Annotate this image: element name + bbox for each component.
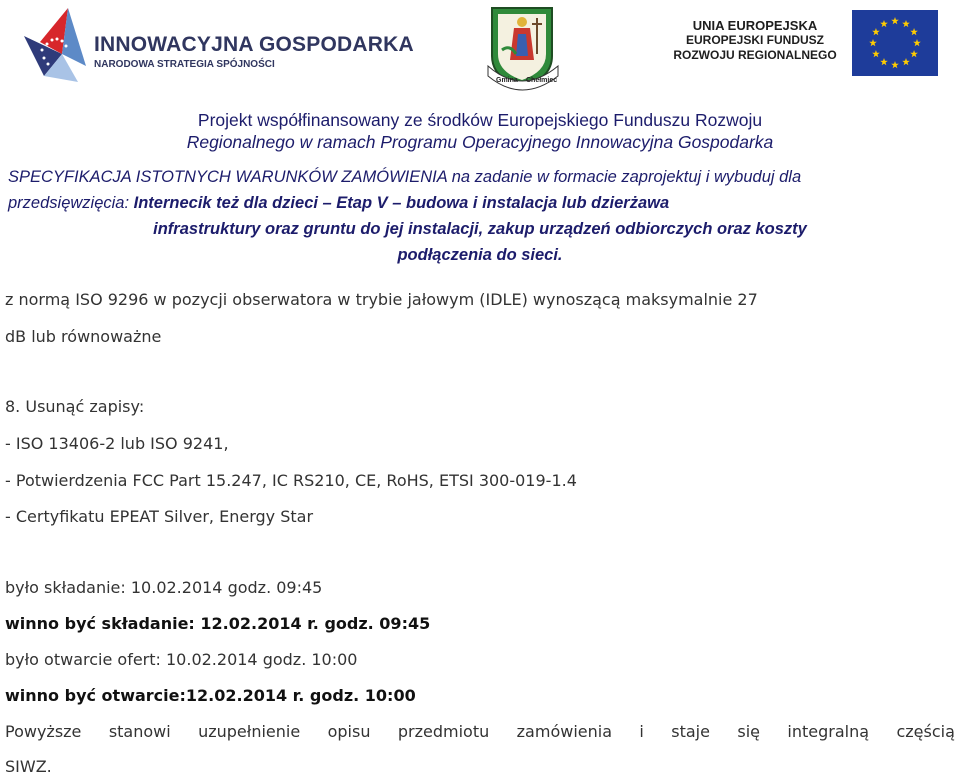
closing-word: przedmiotu [397,722,490,741]
closing-word: stanowi [108,722,171,741]
gmina-ribbon-text-right: Chełmiec [526,77,558,84]
closing-statement-line1 [5,722,955,741]
closing-statement-line2: SIWZ. [5,757,52,776]
should-opening-date: winno być otwarcie:12.02.2014 r. godz. 10:00 [5,686,416,705]
closing-word: integralną [787,722,870,741]
siwz-task-name: Internecik też dla dzieci – Etap V – budowa i instalacja lub dzierżawa [133,194,670,212]
item8-heading: 8. Usunąć zapisy: [5,397,145,416]
norm-paragraph-line2: dB lub równoważne [5,327,162,346]
list-item: - Certyfikatu EPEAT Silver, Energy Star [5,507,314,526]
siwz-title [8,164,952,268]
closing-word: staje [671,722,710,741]
coat-of-arms-icon [482,4,562,94]
list-item: - Potwierdzenia FCC Part 15.247, IC RS210, CE, RoHS, ETSI 300-019-1.4 [5,471,577,490]
eu-logo-line2: EUROPEJSKI FUNDUSZ [685,33,825,47]
eu-logo [668,8,938,78]
ig-logo-subtitle: NARODOWA STRATEGIA SPÓJNOŚCI [94,59,275,70]
was-opening-date: było otwarcie ofert: 10.02.2014 godz. 10:00 [5,650,358,669]
gmina-ribbon-text-left: Gmina [496,77,518,84]
ig-logo-title: INNOWACYJNA GOSPODARKA [94,33,414,56]
closing-word: uzupełnienie [198,722,301,741]
siwz-line3: infrastruktury oraz gruntu do jej instalacji, zakup urządzeń odbiorczych oraz koszty [153,220,807,238]
eu-logo-line1: UNIA EUROPEJSKA [692,18,818,33]
project-cofinancing-line1: Projekt współfinansowany ze środków Europejskiego Funduszu Rozwoju [197,110,763,130]
innowacyjna-gospodarka-logo [22,6,414,84]
eu-flag-icon [852,10,938,76]
list-item: - ISO 13406-2 lub ISO 9241, [5,434,229,453]
siwz-line2 [8,190,952,216]
should-submission-date: winno być składanie: 12.02.2014 r. godz. 09:45 [5,614,431,633]
project-cofinancing-line2: Regionalnego w ramach Programu Operacyjnego Innowacyjna Gospodarka [186,132,774,152]
siwz-line4: podłączenia do sieci. [397,246,563,264]
eu-logo-line3: ROZWOJU REGIONALNEGO [673,48,837,62]
closing-word: zamówienia [516,722,612,741]
ig-emblem-icon [22,6,88,84]
closing-word: opisu [327,722,371,741]
closing-word: się [737,722,760,741]
siwz-line2-prefix: przedsięwzięcia: [8,194,134,212]
norm-paragraph-line1: z normą ISO 9296 w pozycji obserwatora w trybie jałowym (IDLE) wynoszącą maksymalnie 27 [5,290,758,309]
closing-word: Powyższe [5,722,82,741]
was-submission-date: było składanie: 10.02.2014 godz. 09:45 [5,578,323,597]
closing-word: częścią [896,722,955,741]
gmina-chelmiec-coat-of-arms [482,4,562,94]
siwz-line1: SPECYFIKACJA ISTOTNYCH WARUNKÓW ZAMÓWIENIA na zadanie w formacie zaprojektuj i wybuduj dla [8,168,802,186]
closing-word: i [639,722,644,741]
